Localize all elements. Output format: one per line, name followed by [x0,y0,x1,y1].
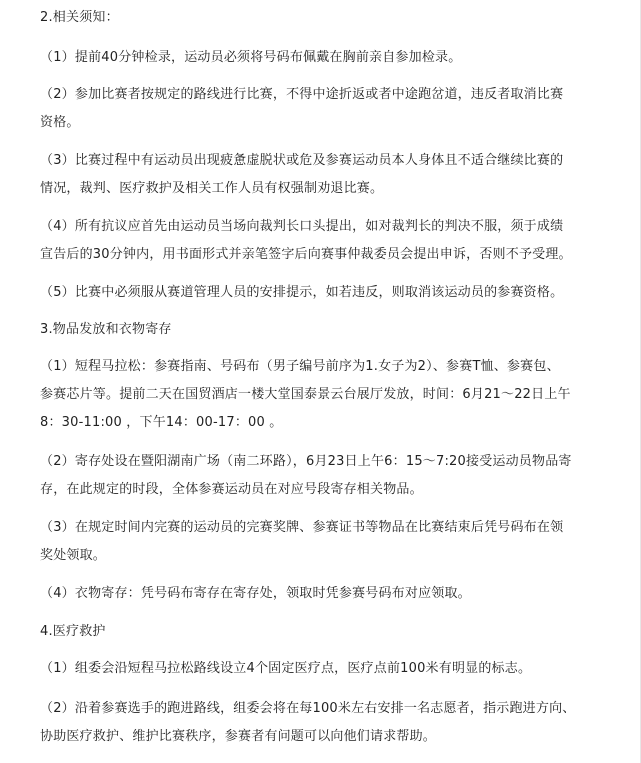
section-2-item-3-line-1: （3）比赛过程中有运动员出现疲惫虚脱状或危及参赛运动员本人身体且不适合继续比赛的 [40,153,564,168]
section-3-title: 3.物品发放和衣物寄存 [40,322,172,337]
section-3-item-4: （4）衣物寄存：凭号码布寄存在寄存处，领取时凭参赛号码布对应领取。 [40,586,471,601]
section-3-item-3-line-1: （3）在规定时间内完赛的运动员的完赛奖牌、参赛证书等物品在比赛结束后凭号码布在领 [40,520,564,535]
section-2-item-4-line-1: （4）所有抗议应首先由运动员当场向裁判长口头提出，如对裁判长的判决不服，须于成绩 [40,219,564,234]
section-2-item-4-line-2: 宣告后的30分钟内，用书面形式并亲笔签字后向赛事仲裁委员会提出申诉，否则不予受理。 [40,247,572,262]
section-3-item-1-line-1: （1）短程马拉松：参赛指南、号码布（男子编号前序为1.女子为2）、参赛T恤、参赛包、 [40,359,560,374]
section-4-item-1: （1）组委会沿短程马拉松路线设立4个固定医疗点，医疗点前100米有明显的标志。 [40,661,532,676]
section-3-item-1-line-3: 8：30-11:00 ，下午14：00-17：00 。 [40,415,283,430]
section-4-title: 4.医疗救护 [40,624,106,639]
section-2-title: 2.相关须知： [40,10,119,25]
section-2-item-1: （1）提前40分钟检录，运动员必须将号码布佩戴在胸前亲自参加检录。 [40,50,462,65]
section-2-item-2-line-1: （2）参加比赛者按规定的路线进行比赛，不得中途折返或者中途跑岔道，违反者取消比赛 [40,87,564,102]
section-3-item-3-line-2: 奖处领取。 [40,548,107,563]
section-4-item-2-line-2: 协助医疗救护、维护比赛秩序，参赛者有问题可以向他们请求帮助。 [40,729,437,744]
section-2-item-2-line-2: 资格。 [40,115,80,130]
section-2-item-5: （5）比赛中必须服从赛道管理人员的安排提示，如若违反，则取消该运动员的参赛资格。 [40,285,564,300]
section-3-item-2-line-2: 存，在此规定的时段，全体参赛运动员在对应号段寄存相关物品。 [40,482,423,497]
section-2-item-3-line-2: 情况，裁判、医疗救护及相关工作人员有权强制劝退比赛。 [40,181,384,196]
section-4-item-2-line-1: （2）沿着参赛选手的跑进路线，组委会将在每100米左右安排一名志愿者，指示跑进方向、 [40,701,576,716]
section-3-item-1-line-2: 参赛芯片等。提前二天在国贸酒店一楼大堂国泰景云台展厅发放，时间：6月21～22日上午 [40,387,571,402]
section-3-item-2-line-1: （2）寄存处设在暨阳湖南广场（南二环路），6月23日上午6：15～7:20接受运动员物品寄 [40,454,572,469]
